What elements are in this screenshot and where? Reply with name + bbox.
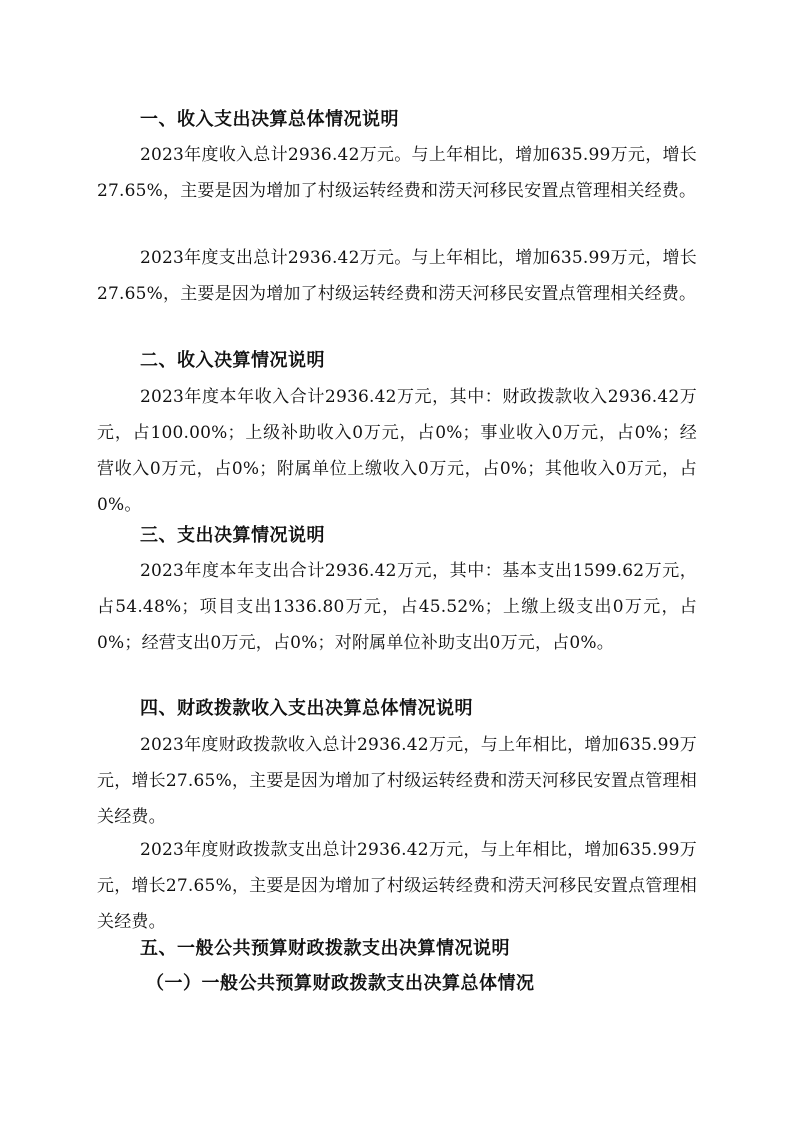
section-3-heading: 三、支出决算情况说明 <box>140 525 325 546</box>
section-3-paragraph-1: 2023年度本年支出合计2936.42万元，其中：基本支出1599.62万元，占54.48%；项目支出1336.80万元，占45.52%；上缴上级支出0万元，占0%；经营支出0万元，占0%；对附属单位补助支出0万元，占0%。 <box>97 561 697 653</box>
section-2-heading: 二、收入决算情况说明 <box>140 350 325 371</box>
section-1-paragraph-2: 2023年度支出总计2936.42万元。与上年相比，增加635.99万元，增长27.65%，主要是因为增加了村级运转经费和涝天河移民安置点管理相关经费。 <box>97 248 697 304</box>
section-2-paragraph-1: 2023年度本年收入合计2936.42万元，其中：财政拨款收入2936.42万元，占100.00%；上级补助收入0万元，占0%；事业收入0万元，占0%；经营收入0万元，占0%；附属单位上缴收入0万元，占0%；其他收入0万元，占0%。 <box>97 387 697 515</box>
section-5-subheading-1: （一）一般公共预算财政拨款支出决算总体情况 <box>146 973 535 994</box>
section-5-heading: 五、一般公共预算财政拨款支出决算情况说明 <box>140 938 510 959</box>
section-4-paragraph-2: 2023年度财政拨款支出总计2936.42万元，与上年相比，增加635.99万元，增长27.65%，主要是因为增加了村级运转经费和涝天河移民安置点管理相关经费。 <box>97 840 697 932</box>
section-4-heading: 四、财政拨款收入支出决算总体情况说明 <box>140 698 473 719</box>
section-1-heading: 一、收入支出决算总体情况说明 <box>140 109 399 130</box>
section-1-paragraph-1: 2023年度收入总计2936.42万元。与上年相比，增加635.99万元，增长27.65%，主要是因为增加了村级运转经费和涝天河移民安置点管理相关经费。 <box>97 145 697 201</box>
section-4-paragraph-1: 2023年度财政拨款收入总计2936.42万元，与上年相比，增加635.99万元，增长27.65%，主要是因为增加了村级运转经费和涝天河移民安置点管理相关经费。 <box>97 735 697 827</box>
